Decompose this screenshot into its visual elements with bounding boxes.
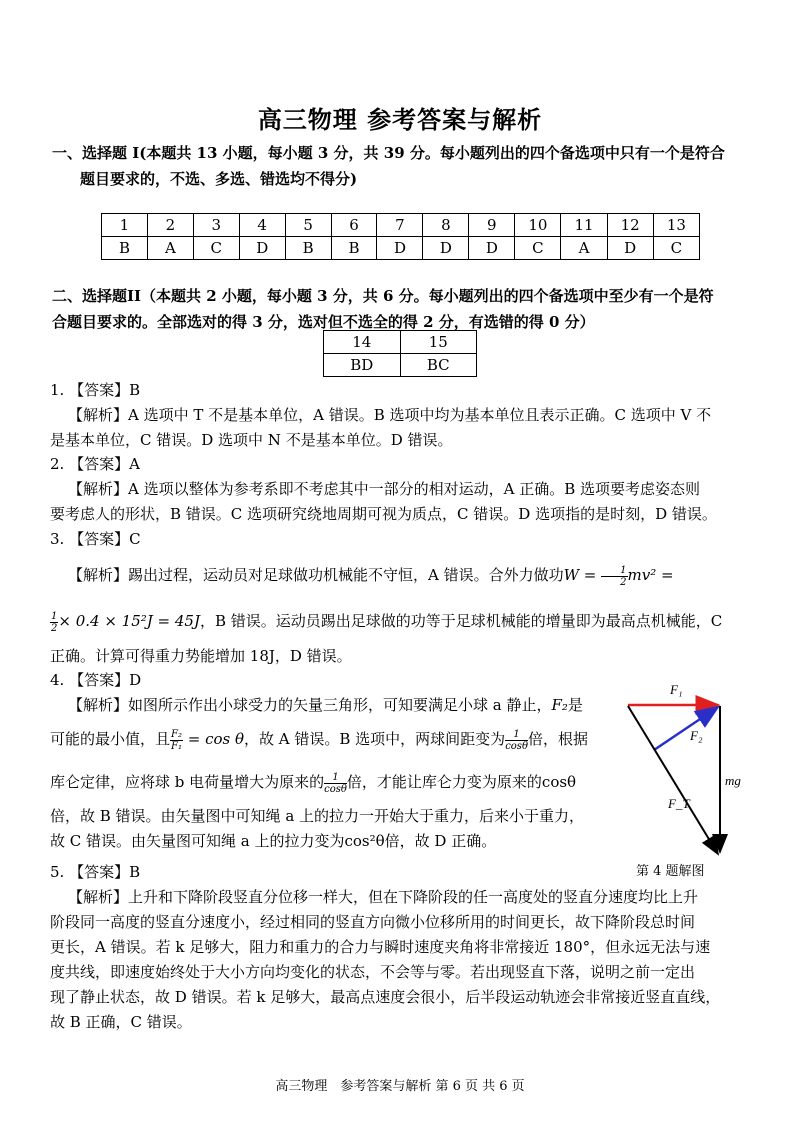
table-cell: D — [423, 237, 469, 260]
question-3 — [50, 527, 755, 669]
q3-answer: 3. 【答案】C — [50, 530, 141, 548]
q5-explain-line2: 阶段同一高度的竖直分速度小，经过相同的竖直方向微小位移所用的时间更长，故下降阶段总时间 — [50, 913, 696, 931]
q4-explain-line5: 故 C 错误。由矢量图可知绳 a 上的拉力变为cos²θ倍，故 D 正确。 — [50, 832, 497, 850]
q4-symbol: = cos θ — [182, 730, 245, 748]
table-cell: BD — [324, 354, 401, 377]
q3-text: ，B 错误。运动员踢出足球做的功等于足球机械能的增量即为最高点机械能，C — [200, 612, 723, 630]
section1-heading — [52, 140, 757, 192]
table-cell: D — [607, 237, 653, 260]
table-cell: A — [147, 237, 193, 260]
table-cell: D — [377, 237, 423, 260]
table-row-numbers — [324, 331, 477, 354]
answer-table-2 — [323, 330, 477, 377]
question-2 — [50, 452, 755, 527]
q3-text: 【解析】踢出过程，运动员对足球做功机械能不守恒，A 错误。合外力做功 — [68, 566, 564, 584]
table-cell: B — [331, 237, 377, 260]
table-cell: 2 — [147, 214, 193, 237]
table-cell: 9 — [469, 214, 515, 237]
label-f1: F₁ — [670, 682, 683, 697]
q3-eq2: × 0.4 × 15²J = 45J — [58, 612, 200, 630]
table-cell: B — [102, 237, 148, 260]
force-vector-diagram — [610, 670, 770, 880]
q5-explain-line5: 现了静止状态，故 D 错误。若 k 足够大，最高点速度会很小，后半段运动轨迹会非常接近竖直直线， — [50, 988, 721, 1006]
q4-explain-line4: 倍，故 B 错误。由矢量图中可知绳 a 上的拉力一开始大于重力，后来小于重力， — [50, 807, 585, 825]
q4-text: ，故 A 错误。B 选项中，两球间距变为 — [244, 730, 506, 748]
table-row-answers — [102, 237, 700, 260]
table-cell: 1 — [102, 214, 148, 237]
fraction-num: 1 — [601, 565, 627, 577]
table-cell: 14 — [324, 331, 401, 354]
fraction-den: 2 — [620, 576, 627, 588]
q1-explain-line2: 是基本单位，C 错误。D 选项中 N 不是基本单位。D 错误。 — [50, 431, 453, 449]
f2-arrow — [654, 707, 718, 750]
q3-eq-lhs: W = — [563, 566, 602, 584]
q4-text: 可能的最小值，且 — [50, 730, 171, 748]
q4-symbol: F₂ — [551, 696, 568, 714]
table-cell: 4 — [239, 214, 285, 237]
ft-line — [628, 706, 718, 854]
q3-explain-line1 — [50, 552, 755, 598]
q3-explain-line3: 正确。计算可得重力势能增加 18J，D 错误。 — [50, 647, 352, 665]
question-4 — [50, 668, 620, 854]
q4-text: 库仑定律，应将球 b 电荷量增大为原来的 — [50, 773, 325, 791]
fraction-num: 1 — [51, 610, 58, 622]
q4-explain-line2 — [50, 718, 620, 761]
table-cell: D — [469, 237, 515, 260]
fraction-den: 2 — [51, 622, 58, 634]
question-5 — [50, 860, 755, 1035]
table-cell: B — [285, 237, 331, 260]
q2-answer: 2. 【答案】A — [50, 455, 140, 473]
fraction — [505, 729, 528, 752]
figure-caption: 第 4 题解图 — [636, 864, 705, 879]
q4-explain-line1 — [50, 693, 620, 718]
table-row-numbers — [102, 214, 700, 237]
answer-table-1 — [101, 213, 700, 260]
table-cell: D — [239, 237, 285, 260]
q5-explain-line1: 【解析】上升和下降阶段竖直分位移一样大，但在下降阶段的任一高度处的竖直分速度均比上升 — [68, 888, 699, 906]
q5-answer: 5. 【答案】B — [50, 863, 141, 881]
fraction-den: cosθ — [505, 740, 528, 752]
table-cell: 10 — [515, 214, 561, 237]
table-row-answers — [324, 354, 477, 377]
q4-text: 倍，根据 — [527, 730, 588, 748]
label-mg: mg — [725, 773, 741, 788]
q4-text: 【解析】如图所示作出小球受力的矢量三角形，可知要满足小球 a 静止， — [68, 696, 552, 714]
table-cell: C — [193, 237, 239, 260]
section1-line2: 题目要求的，不选、多选、错选均不得分) — [80, 170, 358, 188]
q5-explain-line6: 故 B 正确，C 错误。 — [50, 1013, 192, 1031]
section1-line1: 一、选择题 I(本题共 13 小题，每小题 3 分，共 39 分。每小题列出的四个备选项中只有一个是符合 — [52, 144, 725, 162]
label-f2: F₂ — [690, 728, 703, 743]
table-cell: 13 — [653, 214, 699, 237]
page-title: 高三物理 参考答案与解析 — [257, 105, 543, 134]
fraction-num: 1 — [324, 772, 347, 784]
table-cell: C — [515, 237, 561, 260]
fraction — [170, 729, 183, 752]
table-cell: A — [561, 237, 607, 260]
q4-text: 倍，才能让库仑力变为原来的cosθ — [346, 773, 577, 791]
table-cell: 3 — [193, 214, 239, 237]
q2-explain-line1: 【解析】A 选项以整体为参考系即不考虑其中一部分的相对运动，A 正确。B 选项要考虑姿态则 — [68, 480, 700, 498]
q3-explain-line2 — [50, 598, 755, 644]
table-cell: 11 — [561, 214, 607, 237]
section2-line1: 二、选择题II（本题共 2 小题，每小题 3 分，共 6 分。每小题列出的四个备选项中至少有一个是符 — [52, 287, 714, 305]
q4-text: 是 — [567, 696, 583, 714]
q3-eq-rhs: mv² = — [627, 566, 674, 584]
fraction-den: cosθ — [324, 783, 347, 795]
q1-explain-line1: 【解析】A 选项中 T 不是基本单位，A 错误。B 选项中均为基本单位且表示正确。C 选项中 V 不 — [68, 406, 712, 424]
page-footer: 高三物理 参考答案与解析 第 6 页 共 6 页 — [275, 1079, 525, 1094]
table-cell: 6 — [331, 214, 377, 237]
label-ft: F_T — [668, 796, 690, 811]
section2-line2: 合题目要求的。全部选对的得 3 分，选对但不选全的得 2 分，有选错的得 0 分） — [52, 313, 595, 331]
table-cell: 15 — [400, 331, 477, 354]
q2-explain-line2: 要考虑人的形状，B 错误。C 选项研究绕地周期可视为质点，C 错误。D 选项指的是时刻，D 错误。 — [50, 505, 717, 523]
q5-explain-line3: 更长，A 错误。若 k 足够大，阻力和重力的合力与瞬时速度夹角将非常接近 180°，但永远无法与速 — [50, 938, 711, 956]
table-cell: BC — [400, 354, 477, 377]
section2-heading — [52, 283, 757, 335]
table-cell: C — [653, 237, 699, 260]
fraction — [324, 772, 347, 795]
q4-answer: 4. 【答案】D — [50, 671, 142, 689]
q1-answer: 1. 【答案】B — [50, 381, 141, 399]
q4-explain-line3 — [50, 761, 620, 804]
fraction-num: F₂ — [171, 728, 182, 740]
fraction-num: 1 — [505, 729, 528, 741]
table-cell: 7 — [377, 214, 423, 237]
fraction-den: F₁ — [171, 740, 182, 752]
q5-explain-line4: 度共线，即速度始终处于大小方向均变化的状态，不会等与零。若出现竖直下落，说明之前一定出 — [50, 963, 696, 981]
table-cell: 5 — [285, 214, 331, 237]
table-cell: 8 — [423, 214, 469, 237]
question-1 — [50, 378, 755, 453]
table-cell: 12 — [607, 214, 653, 237]
fraction — [601, 565, 627, 588]
